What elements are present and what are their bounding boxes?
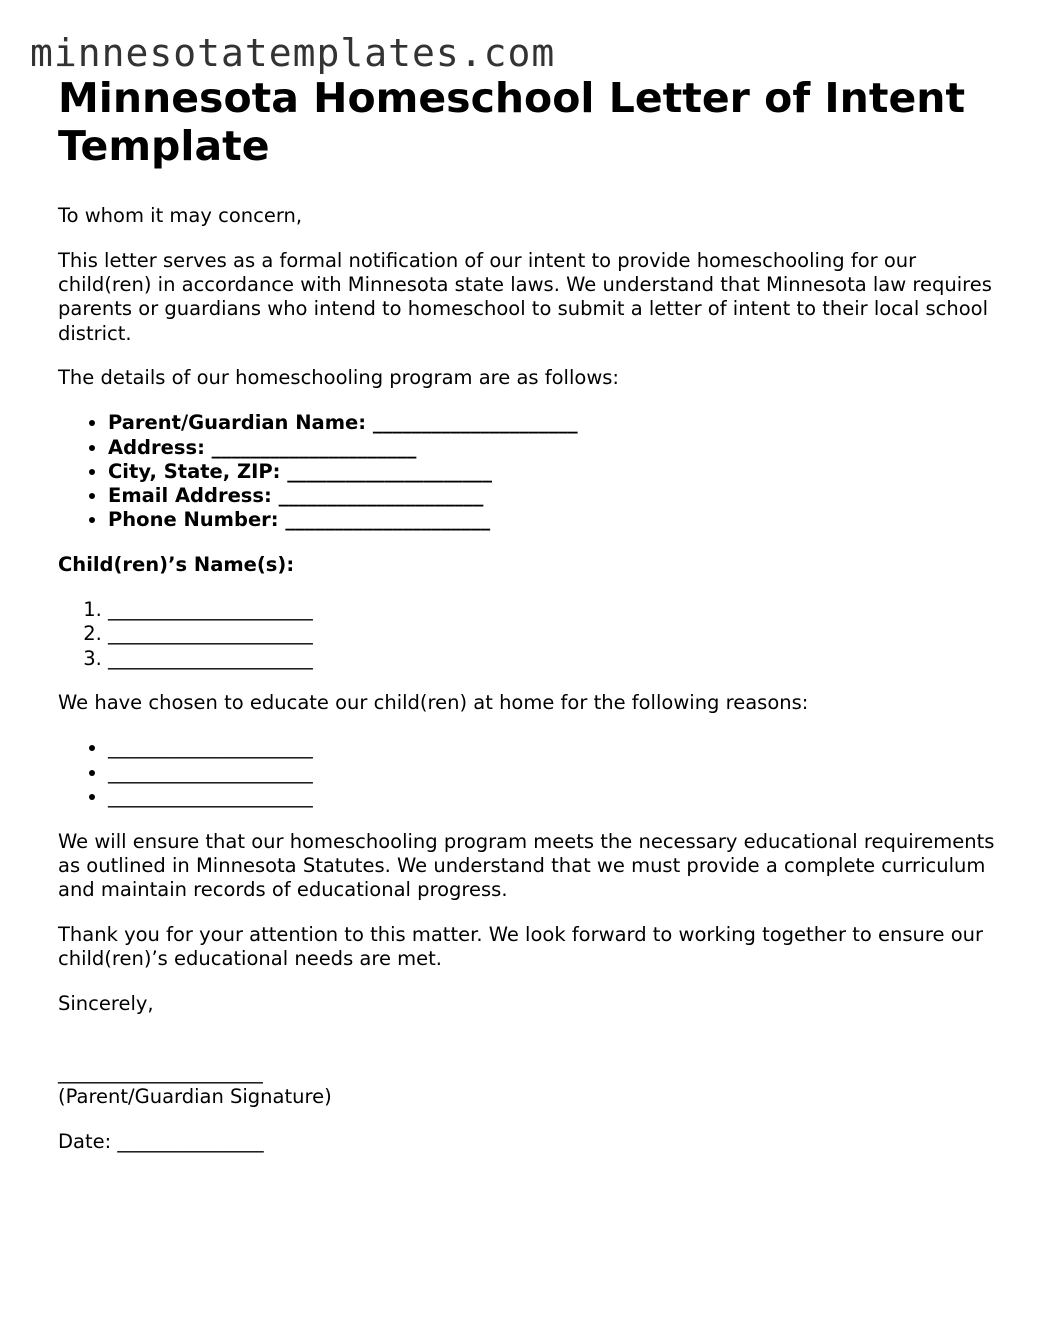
details-intro: The details of our homeschooling program are as follows: xyxy=(58,366,619,390)
address-blank[interactable]: _____________________ xyxy=(211,435,417,459)
closing: Sincerely, xyxy=(58,992,154,1016)
reason-item[interactable]: • _____________________ xyxy=(108,785,998,809)
detail-label: Address: xyxy=(108,435,205,459)
parent-name-blank[interactable]: _____________________ xyxy=(372,411,578,435)
commitment-paragraph: We will ensure that our homeschooling program meets the necessary educational requirements as outlined in Minnesota Statutes. We understand that we must provide a complete curriculum and maintain records of educational progress. xyxy=(58,829,995,902)
page-title: Minnesota Homeschool Letter of Intent Template xyxy=(58,74,966,170)
city-state-zip-blank[interactable]: _____________________ xyxy=(287,459,493,483)
signature-line[interactable]: _____________________ xyxy=(58,1060,263,1084)
detail-label: Phone Number: xyxy=(108,508,279,532)
detail-label: City, State, ZIP: xyxy=(108,459,281,483)
child-name-item[interactable]: 3. _____________________ xyxy=(108,647,998,671)
reasons-list xyxy=(58,736,998,809)
reason-item[interactable]: • _____________________ xyxy=(108,736,998,760)
phone-blank[interactable]: _____________________ xyxy=(285,508,491,532)
child-name-item[interactable]: 2. _____________________ xyxy=(108,622,998,646)
children-heading: Child(ren)’s Name(s): xyxy=(58,553,295,577)
detail-item-city-state-zip xyxy=(108,460,998,484)
child-name-item[interactable]: 1. _____________________ xyxy=(108,598,998,622)
watermark: minnesotatemplates.com xyxy=(30,31,556,75)
salutation: To whom it may concern, xyxy=(58,204,303,227)
reason-item[interactable]: • _____________________ xyxy=(108,761,998,785)
letter-document xyxy=(58,74,998,1175)
detail-label: Parent/Guardian Name: xyxy=(108,411,367,435)
detail-item-email xyxy=(108,484,998,508)
detail-item-address xyxy=(108,436,998,460)
detail-item-parent-name xyxy=(108,411,998,435)
reasons-intro: We have chosen to educate our child(ren) at home for the following reasons: xyxy=(58,691,809,715)
thanks-paragraph: Thank you for your attention to this matter. We look forward to working together to ensure our child(ren)’s educational needs are met. xyxy=(58,923,984,971)
signature-label: (Parent/Guardian Signature) xyxy=(58,1085,332,1109)
children-list xyxy=(58,598,998,671)
email-blank[interactable]: _____________________ xyxy=(278,484,484,508)
date-line[interactable]: Date: _______________ xyxy=(58,1130,264,1154)
detail-item-phone xyxy=(108,508,998,532)
details-list xyxy=(58,411,998,532)
detail-label: Email Address: xyxy=(108,484,272,508)
intro-paragraph: This letter serves as a formal notification of our intent to provide homeschooling for our child(ren) in accordance with Minnesota state laws. We understand that Minnesota law requires parents or guardians who intend to homeschool to submit a letter of intent to their local school district. xyxy=(58,248,992,345)
